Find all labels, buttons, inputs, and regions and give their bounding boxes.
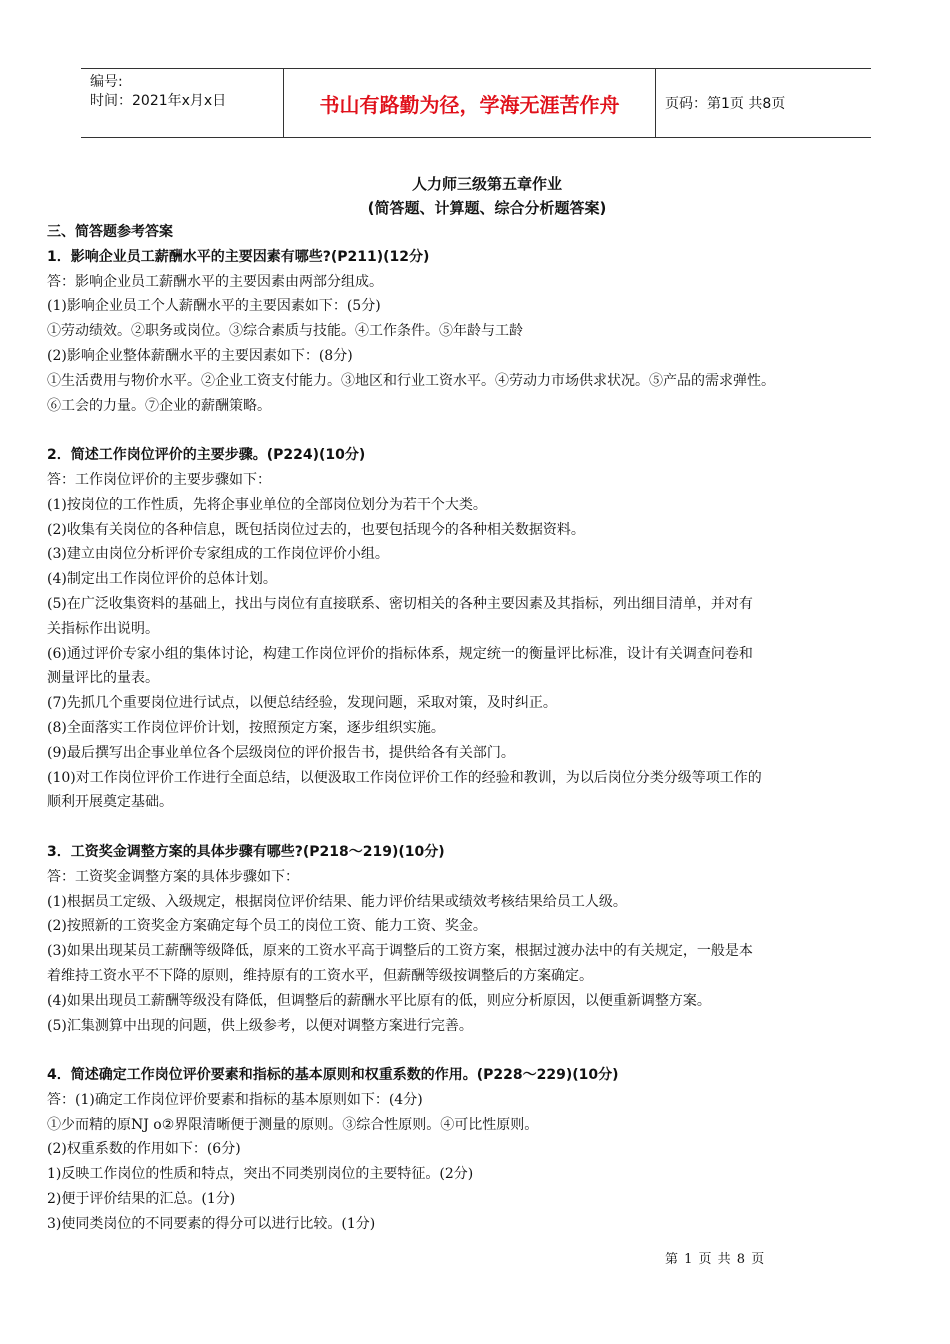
blank-line — [47, 815, 927, 840]
text-line: (1)影响企业员工个人薪酬水平的主要因素如下：(5分) — [47, 298, 381, 315]
section-heading: 2．简述工作岗位评价的主要步骤。(P224)(10分) — [47, 447, 366, 464]
text-line: (5)在广泛收集资料的基础上，找出与岗位有直接联系、密切相关的各种主要因素及其指标，列出细目清单，并对有 — [47, 595, 753, 612]
text-line: (8)全面落实工作岗位评价计划，按照预定方案，逐步组织实施。 — [47, 719, 445, 736]
text-line: ⑥工会的力量。⑦企业的薪酬策略。 — [47, 397, 271, 414]
document-date: 时间：2021年x月x日 — [90, 93, 227, 109]
text-line: (2)影响企业整体薪酬水平的主要因素如下：(8分) — [47, 347, 353, 364]
blank-line — [47, 418, 927, 443]
text-line: 测量评比的量表。 — [47, 670, 159, 687]
text-line: (3)建立由岗位分析评价专家组成的工作岗位评价小组。 — [47, 546, 389, 563]
text-line: ①劳动绩效。②职务或岗位。③综合素质与技能。④工作条件。⑤年龄与工龄 — [47, 323, 523, 340]
text-line: (1)根据员工定级、入级规定，根据岗位评价结果、能力评价结果或绩效考核结果给员工人级。 — [47, 893, 627, 910]
text-line: 答：(1)确定工作岗位评价要素和指标的基本原则如下：(4分) — [47, 1091, 423, 1108]
page-footer: 第 1 页 共 8 页 — [665, 1252, 766, 1267]
text-line: ①生活费用与物价水平。②企业工资支付能力。③地区和行业工资水平。④劳动力市场供求状况。⑤产品的需求弹性。 — [47, 372, 775, 389]
text-line: 答：影响企业员工薪酬水平的主要因素由两部分组成。 — [47, 273, 383, 290]
text-line: 着维持工资水平不下降的原则，维持原有的工资水平，但薪酬等级按调整后的方案确定。 — [47, 967, 593, 984]
section-heading: 1．影响企业员工薪酬水平的主要因素有哪些?(P211)(12分) — [47, 248, 430, 265]
blank-line — [47, 1038, 927, 1063]
page-header — [81, 68, 871, 138]
text-line: (10)对工作岗位评价工作进行全面总结，以便汲取工作岗位评价工作的经验和教训，为以后岗位分类分级等项工作的 — [47, 769, 762, 786]
section-heading: 4．简述确定工作岗位评价要素和指标的基本原则和权重系数的作用。(P228～229)(10分) — [47, 1067, 619, 1084]
document-subtitle: (简答题、计算题、综合分析题答案) — [367, 199, 607, 217]
text-line: 关指标作出说明。 — [47, 620, 159, 637]
document-title: 人力师三级第五章作业 — [411, 175, 562, 193]
text-line: (4)制定出工作岗位评价的总体计划。 — [47, 571, 277, 588]
text-line: (5)汇集测算中出现的问题，供上级参考，以便对调整方案进行完善。 — [47, 1017, 473, 1034]
text-line: 1)反映工作岗位的性质和特点，突出不同类别岗位的主要特征。(2分) — [47, 1166, 474, 1183]
text-line: (9)最后撰写出企事业单位各个层级岗位的评价报告书，提供给各有关部门。 — [47, 744, 515, 761]
text-line: 答：工作岗位评价的主要步骤如下： — [47, 471, 271, 488]
text-line: 顺利开展奠定基础。 — [47, 794, 173, 811]
text-line: (6)通过评价专家小组的集体讨论，构建工作岗位评价的指标体系，规定统一的衡量评比标准，设计有关调查问卷和 — [47, 645, 753, 662]
text-line: (2)收集有关岗位的各种信息，既包括岗位过去的，也要包括现今的各种相关数据资料。 — [47, 521, 585, 538]
text-line: 3)使同类岗位的不同要素的得分可以进行比较。(1分) — [47, 1215, 376, 1232]
text-line: (1)按岗位的工作性质，先将企事业单位的全部岗位划分为若干个大类。 — [47, 496, 487, 513]
text-line: ①少而精的原NJ o②界限清晰便于测量的原则。③综合性原则。④可比性原则。 — [47, 1116, 539, 1133]
text-line: (7)先抓几个重要岗位进行试点，以便总结经验，发现问题，采取对策，及时纠正。 — [47, 695, 557, 712]
text-line: 答：工资奖金调整方案的具体步骤如下： — [47, 868, 299, 885]
document-body — [47, 172, 927, 1237]
document-number-label: 编号: — [90, 74, 123, 90]
answer-lines — [47, 220, 927, 1237]
header-page-info: 页码：第1页 共8页 — [665, 96, 786, 112]
section-heading: 3．工资奖金调整方案的具体步骤有哪些?(P218～219)(10分) — [47, 843, 445, 860]
section-heading: 三、简答题参考答案 — [47, 224, 173, 240]
text-line: (3)如果出现某员工薪酬等级降低，原来的工资水平高于调整后的工资方案，根据过渡办法中的有关规定，一般是本 — [47, 943, 753, 960]
text-line: (2)权重系数的作用如下：(6分) — [47, 1141, 241, 1158]
text-line: (4)如果出现员工薪酬等级没有降低，但调整后的薪酬水平比原有的低，则应分析原因，以便重新调整方案。 — [47, 992, 711, 1009]
header-motto: 书山有路勤为径，学海无涯苦作舟 — [283, 69, 656, 137]
header-meta — [81, 69, 283, 137]
text-line: (2)按照新的工资奖金方案确定每个员工的岗位工资、能力工资、奖金。 — [47, 918, 487, 935]
text-line: 2)便于评价结果的汇总。(1分) — [47, 1191, 236, 1208]
